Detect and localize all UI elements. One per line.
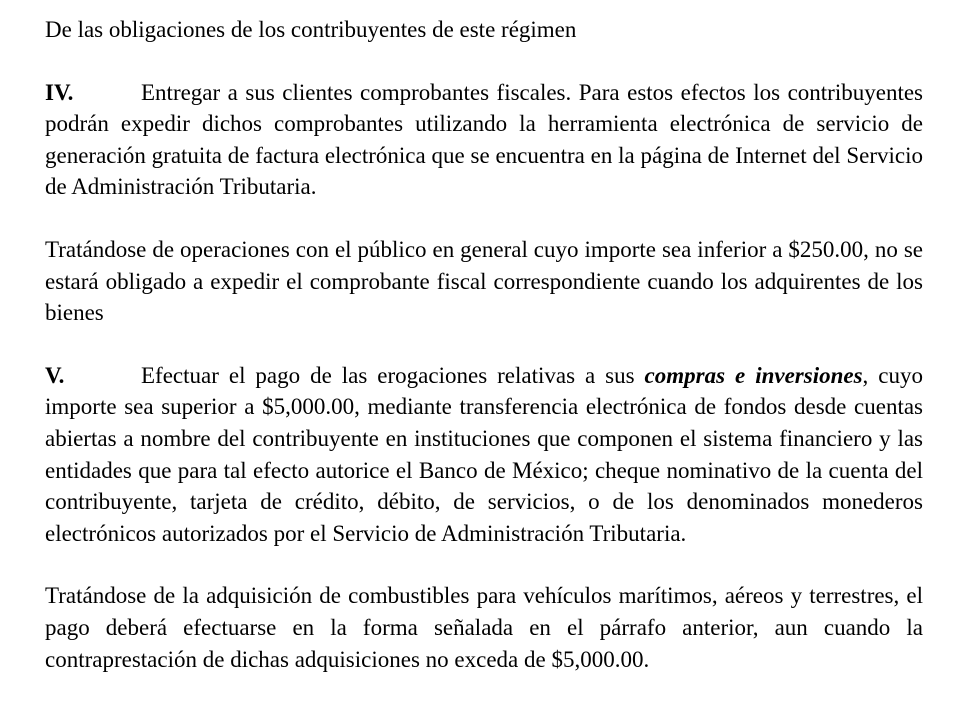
section-iv-text: Entregar a sus clientes comprobantes fiscales. Para estos efectos los contribuyentes podrán expedir dichos comprobantes utilizando la herramienta electrónica de servicio de generación gratuita de factura electrónica que se encuentra en la página de Internet del Servicio de Administración Tributaria. — [45, 79, 923, 200]
section-v-paragraph — [45, 360, 923, 550]
fuel-purchase-paragraph: Tratándose de la adquisición de combustibles para vehículos marítimos, aéreos y terrestres, el pago deberá efectuarse en la forma señalada en el párrafo anterior, aun cuando la contraprestación de dichas adquisiciones no exceda de $5,000.00. — [45, 583, 923, 672]
section-v-text-end: , cuyo importe sea superior a $5,000.00, mediante transferencia electrónica de fondos desde cuentas abiertas a nombre del contribuyente en instituciones que componen el sistema financiero y las entidades que para tal efecto autorice el Banco de México; cheque nominativo de la cuenta del contribuyente, tarjeta de crédito, débito, de servicios, o de los denominados monederos electrónicos autorizados por el Servicio de Administración Tributaria. — [45, 362, 923, 546]
section-iv-numeral: IV. — [45, 79, 74, 105]
section-heading: De las obligaciones de los contribuyentes de este régimen — [45, 17, 577, 42]
document-page — [45, 14, 923, 675]
section-v-emphasis: compras e inversiones — [644, 362, 863, 388]
section-iv-paragraph — [45, 77, 923, 203]
public-operations-paragraph: Tratándose de operaciones con el público en general cuyo importe sea inferior a $250.00, no se estará obligado a expedir el comprobante fiscal correspondiente cuando los adquirentes de los bienes — [45, 236, 923, 326]
section-v-numeral: V. — [45, 362, 65, 388]
section-v-text-start: Efectuar el pago de las erogaciones relativas a sus — [141, 362, 645, 388]
